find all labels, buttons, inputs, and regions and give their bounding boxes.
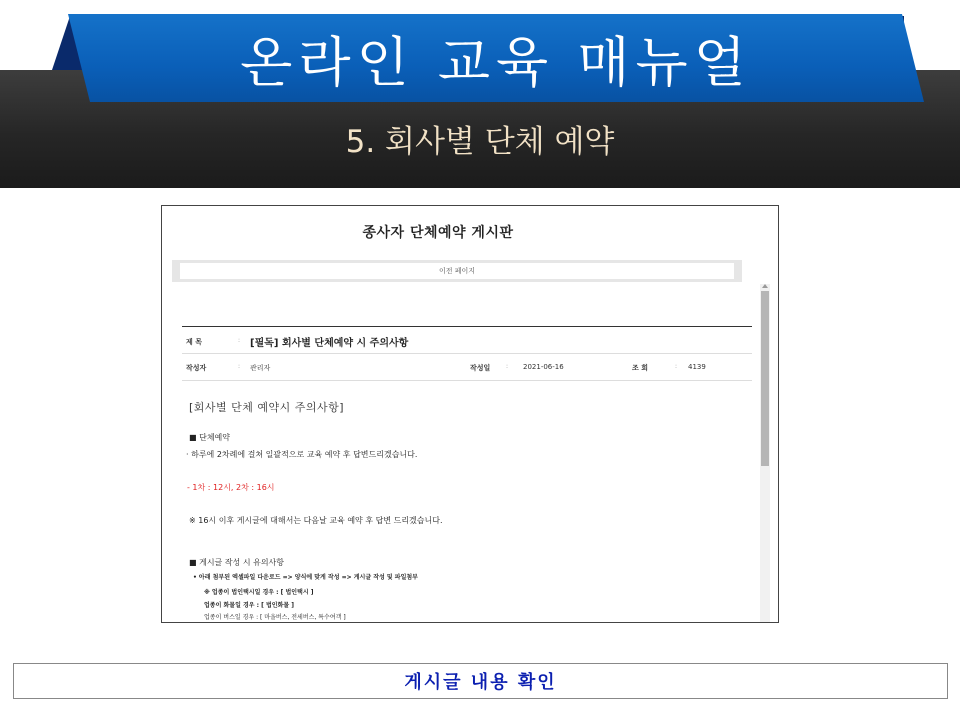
board-screenshot (161, 205, 779, 623)
case-cargo: 업종이 화물일 경우 : [ 법인화물 ] (204, 602, 294, 609)
scroll-up-icon[interactable] (762, 284, 768, 288)
prev-page-button[interactable]: 이전 페이지 (180, 263, 734, 279)
row-divider (182, 380, 752, 381)
schedule-text: - 1차 : 12시, 2차 : 16시 (187, 483, 275, 492)
caption-box (13, 663, 948, 699)
caption-text: 게시글 내용 확인 (404, 672, 557, 693)
case-bus: 업종이 버스일 경우 : [ 마을버스, 전세버스, 특수여객 ] (204, 614, 346, 621)
note-text: ※ 16시 이후 게시글에 대해서는 다음날 교육 예약 후 답변 드리겠습니다. (189, 516, 443, 525)
separator: : (238, 363, 241, 370)
section2-title: ■ 게시글 작성 시 유의사항 (189, 558, 285, 567)
author-value: 관리자 (250, 364, 271, 372)
date-value: 2021-06-16 (523, 363, 564, 371)
separator: : (506, 363, 509, 370)
section-subtitle: 5. 회사별 단체 예약 (345, 124, 615, 160)
author-label: 작성자 (186, 364, 207, 372)
content-heading: [회사별 단체 예약시 주의사항] (189, 401, 345, 414)
section2-body: • 아래 첨부된 엑셀파일 다운로드 => 양식에 맞게 작성 => 게시글 작성 및 파일첨부 (193, 574, 418, 581)
section1-body: · 하루에 2차례에 걸쳐 일괄적으로 교육 예약 후 답변드리겠습니다. (186, 450, 418, 459)
separator: : (675, 363, 678, 370)
date-label: 작성일 (470, 364, 491, 372)
views-value: 4139 (688, 363, 706, 371)
post-header-rule (182, 326, 752, 327)
board-title: 종사자 단체예약 게시판 (362, 225, 514, 241)
separator: : (238, 337, 241, 344)
section1-title: ■ 단체예약 (189, 433, 231, 442)
scrollbar-thumb[interactable] (761, 291, 769, 466)
page-title: 온라인 교육 매뉴얼 (240, 30, 752, 94)
subject-label: 제 목 (186, 338, 202, 346)
prev-page-bar (172, 260, 742, 282)
views-label: 조 회 (632, 364, 648, 372)
row-divider (182, 353, 752, 354)
case-taxi: ※ 업종이 법인택시일 경우 : [ 법인택시 ] (204, 589, 314, 596)
post-subject: [필독] 회사별 단체예약 시 주의사항 (250, 338, 409, 349)
